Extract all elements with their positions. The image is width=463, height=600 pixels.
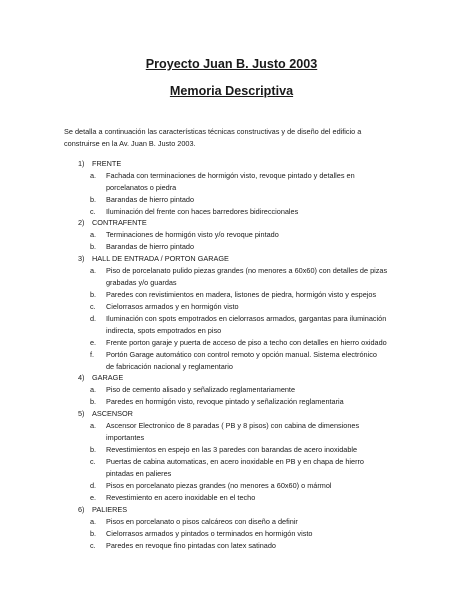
list-item: [90, 301, 239, 312]
list-item: [90, 349, 377, 360]
section-number: 1): [78, 159, 85, 168]
list-item: [90, 528, 312, 539]
list-item: [90, 206, 298, 217]
section-heading: [78, 217, 147, 228]
item-text: Cielorrasos armados y en hormigón visto: [106, 302, 239, 311]
item-letter: e.: [90, 338, 97, 347]
item-text: Barandas de hierro pintado: [106, 242, 195, 251]
item-text: Fachada con terminaciones de hormigón visto, revoque pintado y detalles en: [106, 171, 355, 180]
section-heading: [78, 408, 133, 419]
section-title: GARAGE: [92, 373, 124, 382]
item-letter: b.: [90, 445, 97, 454]
list-item: [90, 492, 255, 503]
section-title: PALIERES: [92, 505, 128, 514]
list-item: [90, 337, 387, 348]
section-heading: [78, 158, 121, 169]
item-letter: b.: [90, 397, 97, 406]
item-text: Paredes con revistimientos en madera, listones de piedra, hormigón visto y espejos: [106, 290, 377, 299]
item-text-continuation: de fabricación nacional y reglamentario: [106, 362, 233, 371]
list-item: [90, 420, 359, 431]
item-text: Piso de cemento alisado y señalizado reglamentariamente: [106, 385, 296, 394]
list-item: [90, 396, 344, 407]
section-number: 4): [78, 373, 85, 382]
item-letter: b.: [90, 195, 97, 204]
item-letter: a.: [90, 421, 97, 430]
list-item: [90, 384, 295, 395]
item-letter: e.: [90, 493, 97, 502]
item-letter: c.: [90, 302, 96, 311]
item-letter: b.: [90, 242, 97, 251]
section-heading: [78, 504, 127, 515]
item-text: Revestimientos en espejo en las 3 paredes con barandas de acero inoxidable: [106, 445, 358, 454]
list-item: [90, 289, 376, 300]
item-letter: b.: [90, 529, 97, 538]
list-item: [90, 170, 355, 181]
item-letter: c.: [90, 207, 96, 216]
item-text-continuation: indirecta, spots empotrados en piso: [106, 326, 222, 335]
intro-line: construirse en la Av. Juan B. Justo 2003.: [64, 139, 196, 148]
item-text: Iluminación del frente con haces barredores bidireccionales: [106, 207, 299, 216]
section-title: ASCENSOR: [92, 409, 133, 418]
item-text: Portón Garage automático con control remoto y opción manual. Sistema electrónico: [106, 350, 377, 359]
section-title: CONTRAFENTE: [92, 218, 147, 227]
item-letter: a.: [90, 385, 97, 394]
section-heading: [78, 253, 229, 264]
item-letter: d.: [90, 481, 97, 490]
item-text: Revestimiento en acero inoxidable en el techo: [106, 493, 256, 502]
intro-line: Se detalla a continuación las características técnicas constructivas y de diseño del edificio a: [64, 127, 362, 136]
item-letter: a.: [90, 230, 97, 239]
list-item: [90, 194, 194, 205]
item-text: Barandas de hierro pintado: [106, 195, 195, 204]
item-text: Cielorrasos armados y pintados o terminados en hormigón visto: [106, 529, 313, 538]
list-item: [90, 456, 364, 467]
item-text: Iluminación con spots empotrados en cielorrasos armados, gargantas para iluminación: [106, 314, 387, 323]
item-text-continuation: pintadas en palieres: [106, 469, 172, 478]
section-heading: [78, 372, 123, 383]
list-item: [90, 265, 387, 276]
item-letter: d.: [90, 314, 97, 323]
section-title: FRENTE: [92, 159, 122, 168]
list-item: [90, 313, 386, 324]
item-text-continuation: grabadas y/o guardas: [106, 278, 177, 287]
item-text: Pisos en porcelanato piezas grandes (no menores a 60x60) o mármol: [106, 481, 332, 490]
item-text: Frente porton garaje y puerta de acceso de piso a techo con detalles en hierro oxidado: [106, 338, 387, 347]
item-text: Piso de porcelanato pulido piezas grandes (no menores a 60x60) con detalles de pizas: [106, 266, 388, 275]
section-number: 3): [78, 254, 85, 263]
document-title: Proyecto Juan B. Justo 2003: [145, 57, 318, 71]
list-item: [90, 229, 279, 240]
item-text: Pisos en porcelanato o pisos calcáreos con diseño a definir: [106, 517, 298, 526]
item-letter: f.: [90, 350, 95, 359]
document-subtitle: Memoria Descriptiva: [169, 84, 294, 98]
item-letter: c.: [90, 457, 96, 466]
item-letter: b.: [90, 290, 97, 299]
item-letter: a.: [90, 171, 97, 180]
item-text: Terminaciones de hormigón visto y/o revoque pintado: [106, 230, 279, 239]
list-item: [90, 480, 332, 491]
section-number: 5): [78, 409, 85, 418]
section-title: HALL DE ENTRADA / PORTON GARAGE: [92, 254, 229, 263]
item-text-continuation: porcelanatos o piedra: [106, 183, 177, 192]
list-item: [90, 540, 276, 551]
item-text: Paredes en hormigón visto, revoque pintado y señalización reglamentaria: [106, 397, 344, 406]
list-item: [90, 444, 357, 455]
item-letter: a.: [90, 266, 97, 275]
section-number: 6): [78, 505, 85, 514]
item-letter: c.: [90, 541, 96, 550]
item-text-continuation: importantes: [106, 433, 145, 442]
list-item: [90, 241, 194, 252]
item-text: Puertas de cabina automaticas, en acero inoxidable en PB y en chapa de hierro: [106, 457, 364, 466]
item-letter: a.: [90, 517, 97, 526]
section-number: 2): [78, 218, 85, 227]
item-text: Paredes en revoque fino pintadas con latex satinado: [106, 541, 276, 550]
list-item: [90, 516, 298, 527]
item-text: Ascensor Electronico de 8 paradas ( PB y 8 pisos) con cabina de dimensiones: [106, 421, 360, 430]
